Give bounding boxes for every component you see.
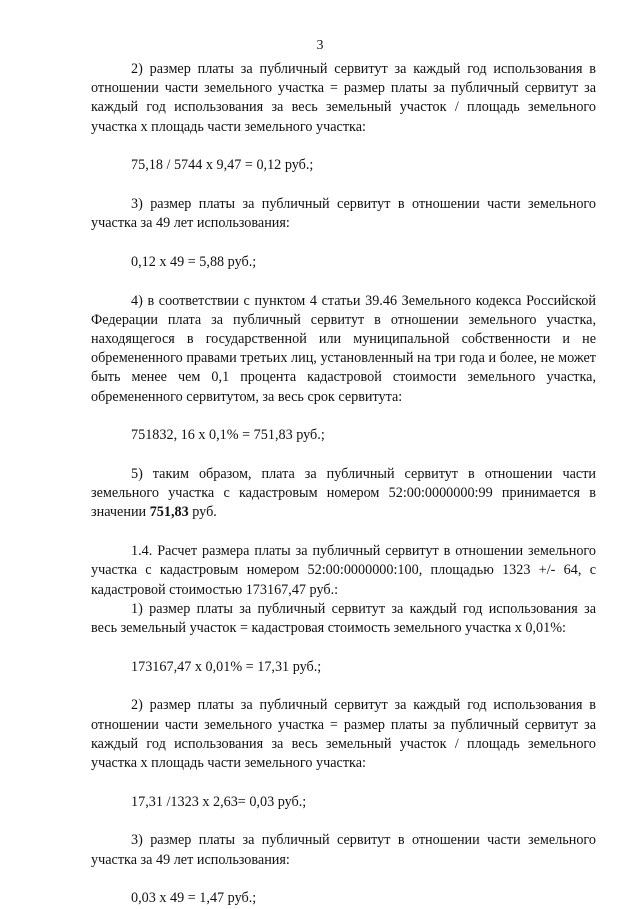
conclusion-text-start: 5) таким образом, плата за публичный сервитут в отношении части земельного участка с кадастровым номером 52:00:0000000:99 принимается в значении <box>91 466 596 521</box>
formula-annual-fee: 173167,47 х 0,01% = 17,31 руб.; <box>131 658 322 675</box>
formula-partial-fee-2: 17,31 /1323 х 2,63= 0,03 руб.; <box>131 793 307 810</box>
section-1-4-heading: 1.4. Расчет размера платы за публичный сервитут в отношении земельного участка с кадастровым номером 52:00:0000000:100, площадью 1323 +/- 64, с кадастровой стоимостью 173167,47 руб.: <box>91 543 596 598</box>
paragraph-item-4-land-code: 4) в соответствии с пунктом 4 статьи 39.46 Земельного кодекса Российской Федерации плата за публичный сервитут в отношении земельного участка, находящегося в государственной или муниципальной собственности и не обремененного правами третьих лиц, установленный на три года и более, не может быть менее чем 0,1 процента кадастровой стоимости земельного участка, обремененного сервитутом, за весь срок сервитута: <box>91 292 596 405</box>
document-body <box>91 60 596 909</box>
page-number: 3 <box>316 38 324 53</box>
paragraph-item-2-partial-fee: 2) размер платы за публичный сервитут за каждый год использования в отношении части земельного участка = размер платы за публичный сервитут за каждый год использования за весь земельный участок / площадь земельного участка х площадь части земельного участка: <box>91 61 596 135</box>
conclusion-text-end: руб. <box>188 504 217 521</box>
formula-minimum-fee: 751832, 16 х 0,1% = 751,83 руб.; <box>131 427 325 444</box>
paragraph-item-2-partial-fee-2: 2) размер платы за публичный сервитут за каждый год использования в отношении части земельного участка = размер платы за публичный сервитут за каждый год использования за весь земельный участок / площадь земельного участка х площадь части земельного участка: <box>91 697 596 771</box>
paragraph-item-3-49-years: 3) размер платы за публичный сервитут в отношении части земельного участка за 49 лет использования: <box>91 196 596 232</box>
formula-49-years: 0,12 х 49 = 5,88 руб.; <box>131 253 257 270</box>
paragraph-item-3-49-years-2: 3) размер платы за публичный сервитут в отношении части земельного участка за 49 лет использования: <box>91 832 596 868</box>
paragraph-item-1-annual-fee: 1) размер платы за публичный сервитут за каждый год использования за весь земельный участок = кадастровая стоимость земельного участка х 0,01%: <box>91 600 596 636</box>
conclusion-amount: 751,83 <box>149 504 189 521</box>
formula-49-years-2: 0,03 х 49 = 1,47 руб.; <box>131 890 257 907</box>
paragraph-item-5-conclusion <box>91 465 596 523</box>
formula-partial-fee: 75,18 / 5744 х 9,47 = 0,12 руб.; <box>131 157 314 174</box>
